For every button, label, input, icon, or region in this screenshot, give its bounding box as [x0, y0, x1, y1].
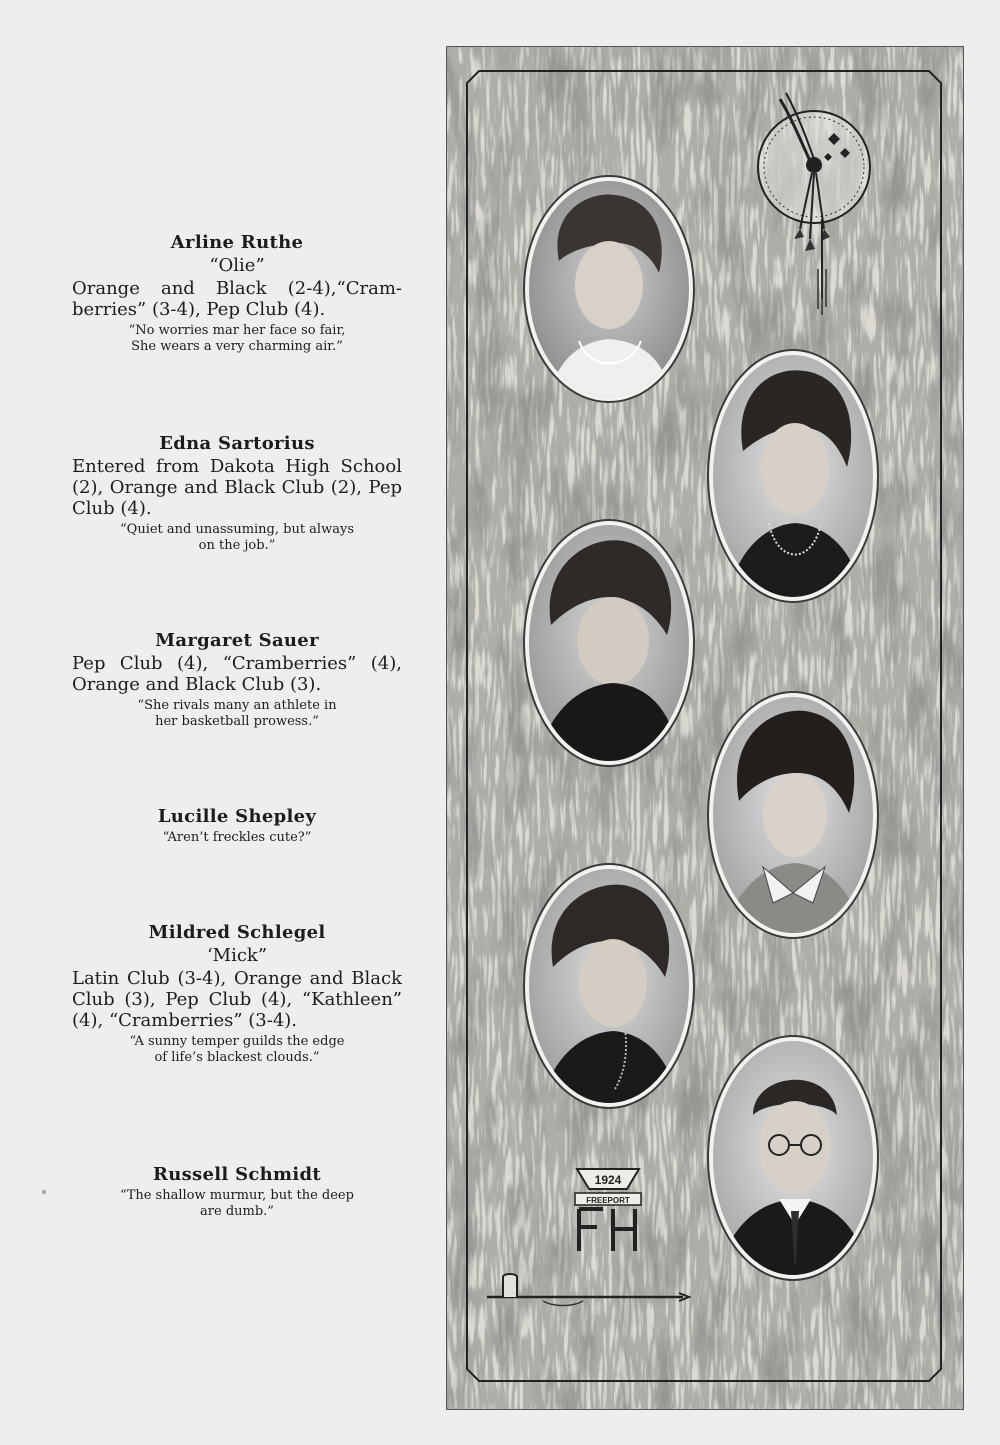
portrait-russell-schmidt — [709, 1037, 877, 1279]
year-emblem — [571, 1165, 645, 1255]
student-entry — [72, 1164, 402, 1220]
student-quote — [72, 323, 402, 355]
quote-line: her basketball prowess.” — [155, 714, 319, 729]
portrait-arline-ruthe — [525, 177, 693, 401]
emblem-year: 1924 — [594, 1173, 622, 1187]
student-activities: Orange and Black (2-4),“Cram-berries” (3-4), Pep Club (4). — [72, 278, 402, 320]
quote-line: She wears a very charming air.” — [131, 339, 343, 354]
student-nickname: “Olie” — [209, 255, 265, 276]
student-quote — [72, 1188, 402, 1220]
student-quote — [72, 698, 402, 730]
birch-bark-panel — [446, 46, 964, 1410]
student-name: Margaret Sauer — [155, 630, 319, 651]
student-name: Mildred Schlegel — [148, 922, 326, 943]
quote-line: “Aren’t freckles cute?” — [162, 830, 312, 845]
quote-line: “She rivals many an athlete in — [137, 698, 337, 713]
peace-pipe-icon — [483, 1267, 693, 1307]
quote-line: of life’s blackest clouds.” — [154, 1050, 320, 1065]
student-nickname: ‘Mick” — [206, 945, 268, 966]
quote-line: are dumb.” — [200, 1204, 274, 1219]
quote-line: on the job.” — [198, 538, 276, 553]
quote-line: “Quiet and unassuming, but always — [120, 522, 354, 537]
student-activities: Entered from Dakota High School (2), Orange and Black Club (2), Pep Club (4). — [72, 456, 402, 519]
portrait-margaret-sauer — [525, 521, 693, 765]
student-name: Lucille Shepley — [157, 806, 317, 827]
student-entry — [72, 433, 402, 554]
emblem-school: FREEPORT — [586, 1196, 630, 1205]
paper-speck — [42, 1190, 46, 1194]
shield-feather-icon — [752, 79, 882, 319]
student-entry — [72, 630, 402, 730]
student-name: Arline Ruthe — [170, 232, 304, 253]
quote-line: “No worries mar her face so fair, — [128, 323, 346, 338]
student-quote — [72, 522, 402, 554]
monogram-icon — [571, 1165, 645, 1255]
student-activities: Pep Club (4), “Cramberries” (4), Orange and Black Club (3). — [72, 653, 402, 695]
portrait-mildred-schlegel — [525, 865, 693, 1107]
quote-line: “A sunny temper guilds the edge — [129, 1034, 345, 1049]
quote-line: “The shallow murmur, but the deep — [120, 1188, 354, 1203]
student-entry — [72, 806, 402, 846]
student-name: Russell Schmidt — [152, 1164, 322, 1185]
portrait-lucille-shepley — [709, 693, 877, 937]
student-entry — [72, 232, 402, 355]
student-activities: Latin Club (3-4), Orange and Black Club (3), Pep Club (4), “Kathleen” (4), “Cramberries” (3-4). — [72, 968, 402, 1031]
student-quote — [72, 830, 402, 846]
portrait-edna-sartorius — [709, 351, 877, 601]
student-quote — [72, 1034, 402, 1066]
student-name: Edna Sartorius — [159, 433, 315, 454]
student-entry — [72, 922, 402, 1066]
